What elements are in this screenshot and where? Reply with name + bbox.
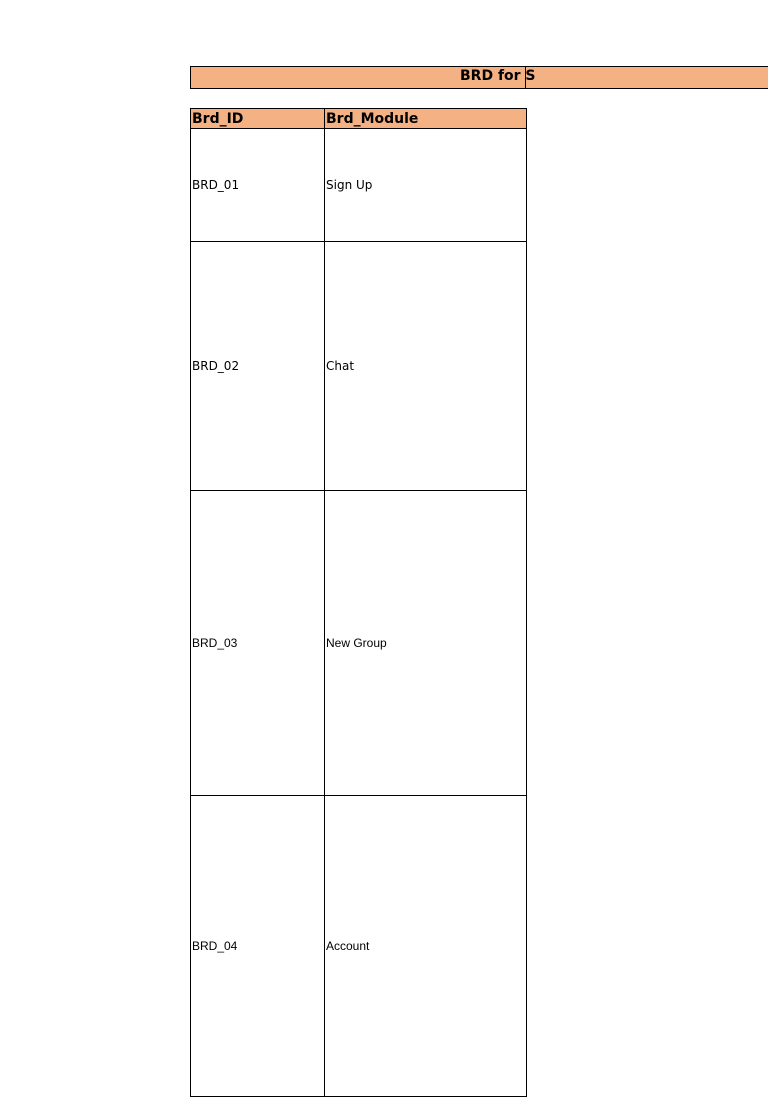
brd-id-cell: BRD_02 xyxy=(191,242,325,491)
title-cell xyxy=(190,66,536,89)
brd-id-cell: BRD_04 xyxy=(191,796,325,1097)
brd-module-cell: Account xyxy=(325,796,527,1097)
header-row xyxy=(191,109,527,129)
brd-id-cell: BRD_03 xyxy=(191,491,325,796)
header-brd-id: Brd_ID xyxy=(191,109,325,129)
table-row xyxy=(191,129,527,242)
brd-table xyxy=(190,108,527,1097)
brd-table-region xyxy=(190,108,526,953)
document-title: BRD for S xyxy=(460,68,536,84)
table-row xyxy=(191,242,527,491)
table-row xyxy=(191,796,527,1097)
brd-id-cell: BRD_01 xyxy=(191,129,325,242)
brd-module-cell: New Group xyxy=(325,491,527,796)
brd-module-cell: Chat xyxy=(325,242,527,491)
header-brd-module: Brd_Module xyxy=(325,109,527,129)
brd-module-cell: Sign Up xyxy=(325,129,527,242)
table-row xyxy=(191,491,527,796)
